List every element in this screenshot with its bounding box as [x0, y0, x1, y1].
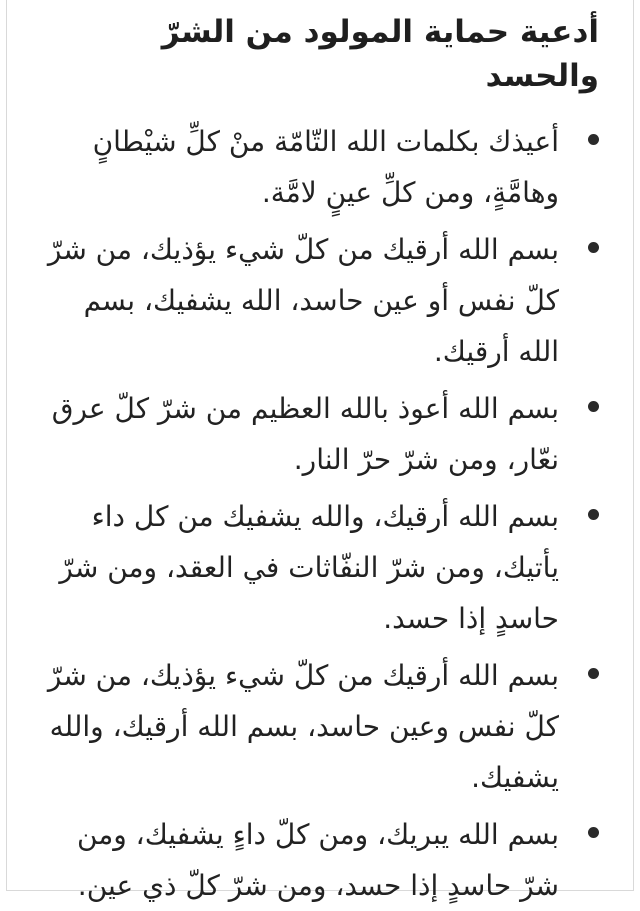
bullet-icon [588, 242, 599, 253]
bullet-icon [588, 827, 599, 838]
bullet-icon [588, 509, 599, 520]
list-item [41, 116, 599, 218]
bullet-icon [588, 134, 599, 145]
dua-text: بسم الله أرقيك من كلّ شيء يؤذيك، من شرّ كلّ نفس وعين حاسد، بسم الله أرقيك، والله يشفيك. [47, 659, 559, 794]
list-item [41, 650, 599, 803]
list-item [41, 224, 599, 377]
list-item [41, 491, 599, 644]
section-title: أدعية حماية المولود من الشرّ والحسد [161, 14, 599, 94]
bullet-icon [588, 401, 599, 412]
article-content [7, 0, 633, 911]
dua-text: بسم الله يبريك، ومن كلّ داءٍ يشفيك، ومن شرّ حاسدٍ إذا حسد، ومن شرّ كلّ ذي عين. [76, 818, 559, 902]
bullet-icon [588, 668, 599, 679]
dua-text: أعيذك بكلمات الله التّامّة منْ كلِّ شيْطانٍ وهامَّةٍ، ومن كلِّ عينٍ لامَّة. [92, 125, 559, 209]
dua-text: بسم الله أعوذ بالله العظيم من شرّ كلّ عرق نعّار، ومن شرّ حرّ النار. [51, 392, 559, 476]
dua-list [41, 116, 599, 911]
list-item [41, 383, 599, 485]
dua-text: بسم الله أرقيك، والله يشفيك من كل داء يأتيك، ومن شرّ النفّاثات في العقد، ومن شرّ حاسدٍ إذا حسد. [59, 500, 559, 635]
dua-text: بسم الله أرقيك من كلّ شيء يؤذيك، من شرّ كلّ نفس أو عين حاسد، الله يشفيك، بسم الله أرقيك. [47, 233, 559, 368]
list-item [41, 809, 599, 911]
article-card [6, 0, 634, 902]
